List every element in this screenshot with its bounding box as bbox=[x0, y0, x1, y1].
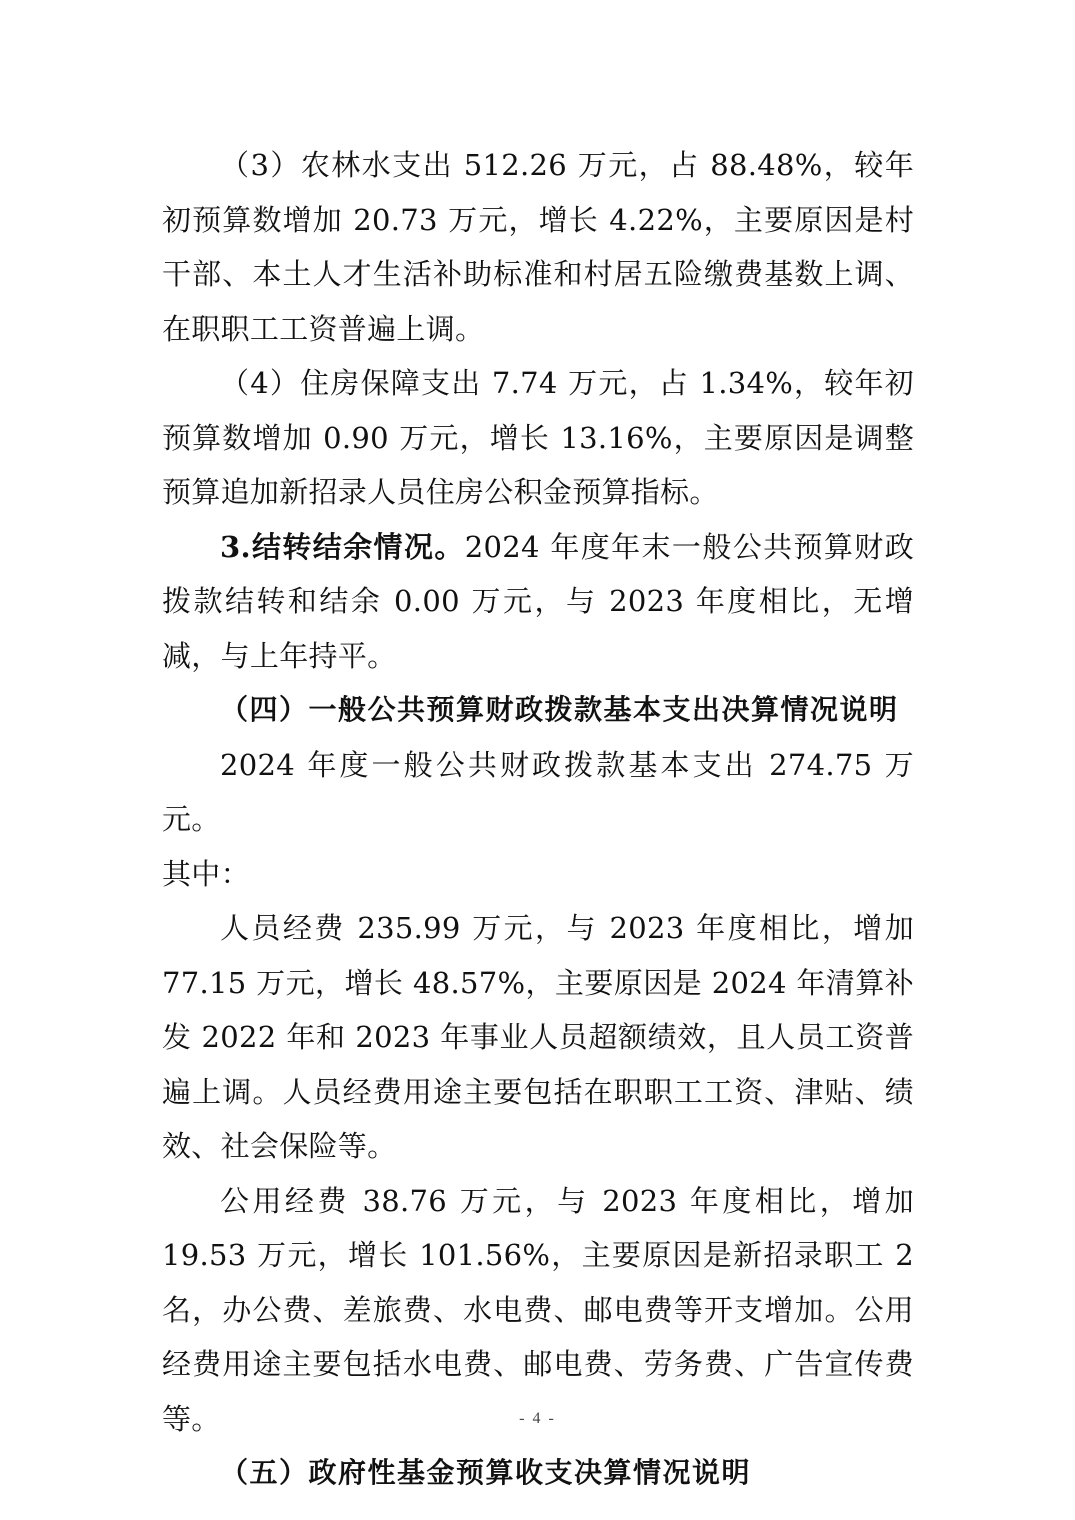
section-heading-5: （五）政府性基金预算收支决算情况说明 bbox=[220, 1456, 752, 1489]
paragraph-agriculture-expenditure: （3）农林水支出 512.26 万元，占 88.48%，较年初预算数增加 20.73 万元，增长 4.22%，主要原因是村干部、本土人才生活补助标准和村居五险缴费基数上调、在职职工工资普遍上调。 bbox=[162, 148, 914, 346]
basic-expenditure-intro: 2024 年度一般公共财政拨款基本支出 274.75 万元。 bbox=[162, 747, 914, 836]
paragraph-public-expenses: 公用经费 38.76 万元，与 2023 年度相比，增加 19.53 万元，增长 101.56%，主要原因是新招录职工 2 名，办公费、差旅费、水电费、邮电费等开支增加。公用经费用途主要包括水电费、邮电费、劳务费、广告宣传费等。 bbox=[162, 1183, 914, 1436]
section-heading-4: （四）一般公共预算财政拨款基本支出决算情况说明 bbox=[220, 693, 899, 726]
paragraph-carryover-balance bbox=[162, 520, 914, 684]
carryover-lead: 3.结转结余情况。 bbox=[220, 529, 465, 564]
basic-expenditure-among: 其中： bbox=[162, 856, 250, 891]
carryover-text: 2024 年度年末一般公共预算财政拨款结转和结余 0.00 万元，与 2023 年度相比，无增减，与上年持平。 bbox=[162, 529, 914, 673]
document-body bbox=[162, 138, 914, 1501]
paragraph-housing-expenditure: （4）住房保障支出 7.74 万元，占 1.34%，较年初预算数增加 0.90 万元，增长 13.16%，主要原因是调整预算追加新招录人员住房公积金预算指标。 bbox=[162, 366, 914, 509]
page-number: - 4 - bbox=[519, 1410, 556, 1427]
paragraph-personnel-expenses: 人员经费 235.99 万元，与 2023 年度相比，增加 77.15 万元，增长 48.57%，主要原因是 2024 年清算补发 2022 年和 2023 年事业人员超额绩效，且人员工资普遍上调。人员经费用途主要包括在职职工工资、津贴、绩效、社会保险等。 bbox=[162, 911, 914, 1163]
